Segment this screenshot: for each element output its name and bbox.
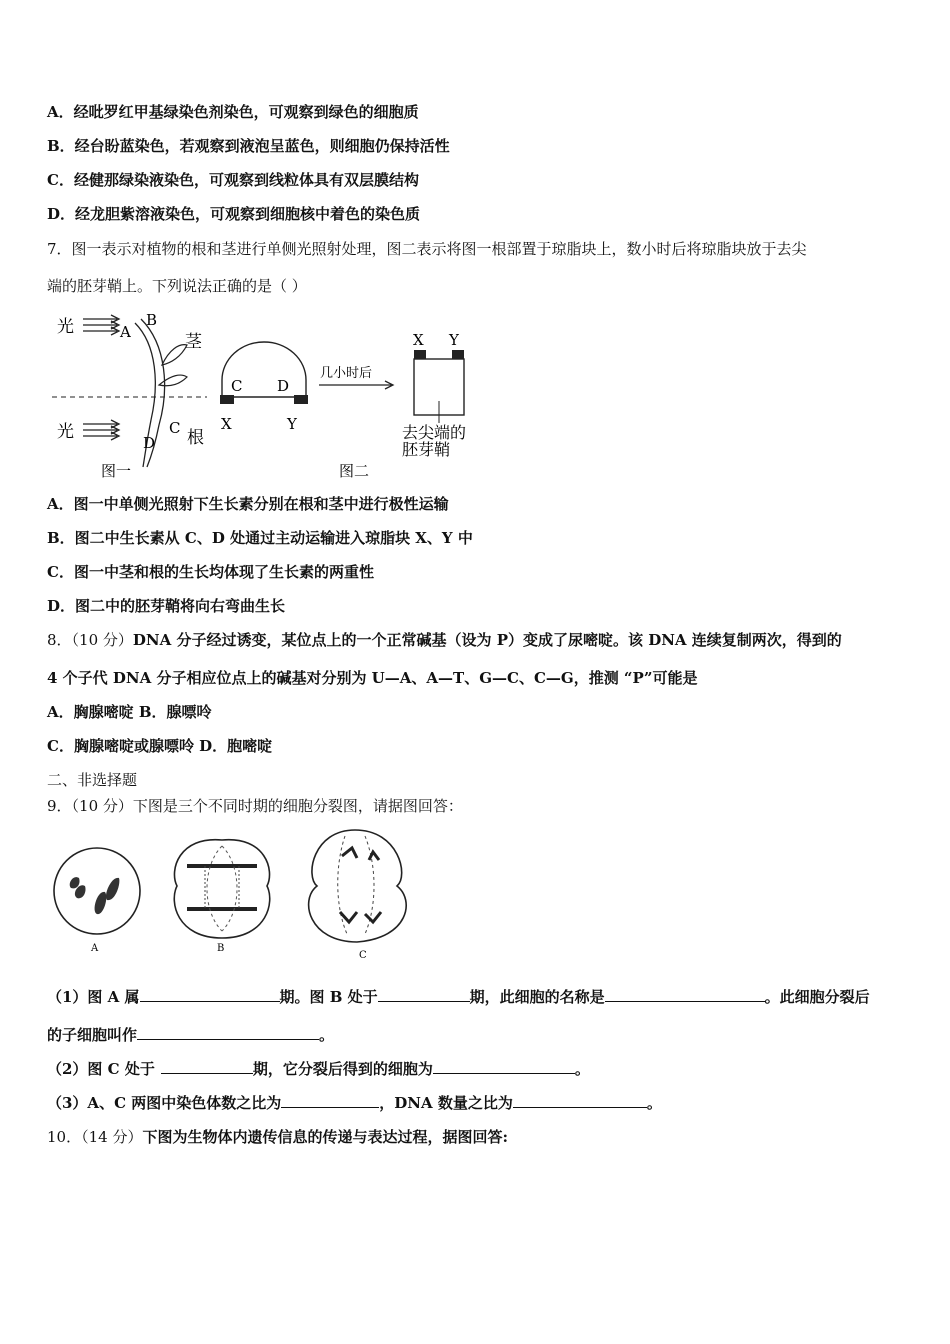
q10-stem-text: 下图为生物体内遗传信息的传递与表达过程，据图回答: <box>142 1128 508 1146</box>
q9-part1-line2 <box>47 1025 334 1045</box>
q6-option-b: B．经台盼蓝染色，若观察到液泡呈蓝色，则细胞仍保持活性 <box>47 137 450 155</box>
q7-option-a: A．图一中单侧光照射下生长素分别在根和茎中进行极性运输 <box>47 495 449 513</box>
q7-stem-line1: 7．图一表示对植物的根和茎进行单侧光照射处理，图二表示将图一根部置于琼脂块上，数小时后将琼脂块放于去尖 <box>47 240 807 258</box>
cell-label-C: C <box>359 950 367 961</box>
q10-number: 10．（14 分） <box>47 1128 143 1146</box>
label-root: 根 <box>187 428 204 448</box>
answer-blank[interactable] <box>161 1059 253 1074</box>
q9-p2-text: 期，它分裂后得到的细胞为 <box>252 1060 433 1078</box>
q7-option-c: C．图一中茎和根的生长均体现了生长素的两重性 <box>47 563 374 581</box>
agar-block-x <box>220 395 234 404</box>
caption-coleoptile-1: 去尖端的 <box>402 423 467 442</box>
caption-coleoptile-2: 胚芽鞘 <box>402 440 451 459</box>
answer-blank[interactable] <box>513 1093 647 1108</box>
q6-option-a: A．经吡罗红甲基绿染色剂染色，可观察到绿色的细胞质 <box>47 103 419 121</box>
agar-block-x-on-coleoptile <box>414 350 426 359</box>
label-stem: 茎 <box>185 332 202 352</box>
q9-p1-text: 。此细胞分裂后 <box>764 988 870 1006</box>
cell-C <box>309 830 407 961</box>
label-C: C <box>169 419 181 437</box>
q9-p2-text: 。 <box>574 1060 590 1078</box>
q8-options-ab: A．胸腺嘧啶 B．腺嘌呤 <box>47 703 212 721</box>
q9-p1-text: 期，此细胞的名称是 <box>469 988 605 1006</box>
light-label-top: 光 <box>57 317 74 337</box>
answer-blank[interactable] <box>378 987 470 1002</box>
label-Y: Y <box>287 415 297 433</box>
light-arrows-top <box>83 315 119 335</box>
q9-part1-line1 <box>47 987 870 1007</box>
label-A: A <box>120 323 131 341</box>
q9-p3-text: ，DNA 数量之比为 <box>379 1094 513 1112</box>
q9-p1-text: （1）图 A 属 <box>47 988 140 1006</box>
q7-option-d: D．图二中的胚芽鞘将向右弯曲生长 <box>47 597 286 615</box>
q8-number: 8．（10 分） <box>47 631 133 649</box>
q8-stem-line2: 4 个子代 DNA 分子相应位点上的碱基对分别为 U—A、A—T、G—C、C—G，推测 “P”可能是 <box>47 669 698 687</box>
q9-stem: 9．（10 分）下图是三个不同时期的细胞分裂图，请据图回答： <box>47 797 463 815</box>
answer-blank[interactable] <box>140 987 280 1002</box>
label-D: D <box>143 434 156 452</box>
q8-stem-text: DNA 分子经过诱变，某位点上的一个正常碱基（设为 P）变成了尿嘧啶。该 DNA 连续复制两次，得到的 <box>132 631 842 649</box>
answer-blank[interactable] <box>433 1059 575 1074</box>
label-X: X <box>221 415 232 433</box>
q6-option-c: C．经健那绿染液染色，可观察到线粒体具有双层膜结构 <box>47 171 419 189</box>
answer-blank[interactable] <box>137 1025 319 1040</box>
q9-p3-text: 。 <box>646 1094 662 1112</box>
agar-block-y <box>294 395 308 404</box>
label-Y-fig2b: Y <box>449 331 459 349</box>
section-title: 二、非选择题 <box>47 771 138 789</box>
q7-figure <box>47 305 497 487</box>
label-D-fig2: D <box>277 377 290 395</box>
caption-fig2: 图二 <box>339 462 370 480</box>
q9-part2 <box>47 1059 590 1079</box>
q7-stem-line2: 端的胚芽鞘上。下列说法正确的是（ ） <box>47 277 307 295</box>
q6-option-d: D．经龙胆紫溶液染色，可观察到细胞核中着色的染色质 <box>47 205 421 223</box>
cell-A <box>54 848 140 954</box>
q7-option-b: B．图二中生长素从 C、D 处通过主动运输进入琼脂块 X、Y 中 <box>47 529 473 547</box>
q9-p1-text: 期。图 B 处于 <box>279 988 378 1006</box>
leaf-shape <box>162 345 187 365</box>
cell-label-B: B <box>217 943 225 954</box>
q9-p2-text: （2）图 C 处于 <box>47 1060 155 1078</box>
q9-cell-figure <box>47 826 427 961</box>
cell-B <box>174 840 269 954</box>
q9-p3-text: （3）A、C 两图中染色体数之比为 <box>47 1094 282 1112</box>
label-C-fig2: C <box>231 377 243 395</box>
answer-blank[interactable] <box>281 1093 379 1108</box>
light-label-bottom: 光 <box>57 422 74 442</box>
label-X-fig2b: X <box>413 331 424 349</box>
answer-blank[interactable] <box>605 987 765 1002</box>
leaf-shape <box>159 375 187 386</box>
q8-stem-line1 <box>47 630 842 650</box>
caption-fig1: 图一 <box>101 462 132 480</box>
label-B: B <box>146 311 158 329</box>
agar-block-y-on-coleoptile <box>452 350 464 359</box>
q9-part3 <box>47 1093 662 1113</box>
q9-p1-text: 。 <box>319 1026 335 1044</box>
q10-stem <box>47 1127 508 1147</box>
cell-label-A: A <box>91 943 99 954</box>
arrow-label: 几小时后 <box>320 366 373 381</box>
q9-p1-text: 的子细胞叫作 <box>47 1026 138 1044</box>
q8-options-cd: C．胸腺嘧啶或腺嘌呤 D．胞嘧啶 <box>47 737 273 755</box>
light-arrows-bottom <box>83 420 119 440</box>
